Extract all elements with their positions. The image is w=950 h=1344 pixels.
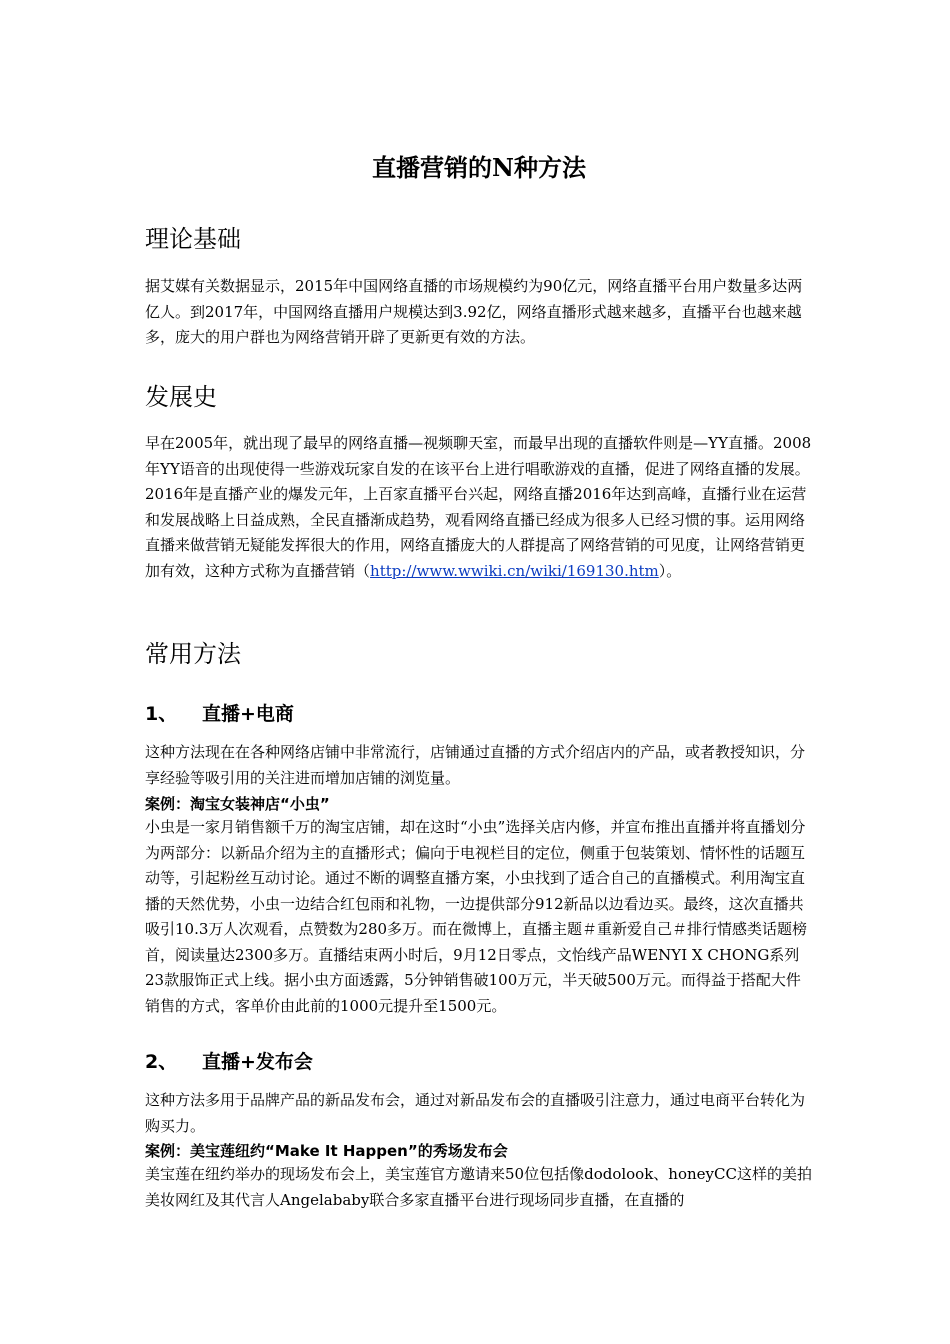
section-heading-methods: 常用方法 <box>145 640 241 668</box>
section-heading-theory: 理论基础 <box>145 225 241 253</box>
method-heading-2 <box>145 1048 313 1076</box>
theory-paragraph: 据艾媒有关数据显示，2015年中国网络直播的市场规模约为90亿元，网络直播平台用户数量多达两亿人。到2017年，中国网络直播用户规模达到3.92亿，网络直播形式越来越多，直播平台也越来越多，庞大的用户群也为网络营销开辟了更新更有效的方法。 <box>145 277 803 346</box>
document-title: 直播营销的N种方法 <box>372 153 586 182</box>
method-title: 直播+电商 <box>202 703 294 725</box>
source-link[interactable]: http://www.wwiki.cn/wiki/169130.htm <box>370 561 659 580</box>
history-text: 早在2005年，就出现了最早的网络直播—视频聊天室，而最早出现的直播软件则是—YY直播。2008年YY语音的出现使得一些游戏玩家自发的在该平台上进行唱歌游戏的直播，促进了网络直播的发展。2016年是直播产业的爆发元年，上百家直播平台兴起，网络直播2016年达到高峰，直播行业在运营和发展战略上日益成熟，全民直播渐成趋势，观看网络直播已经成为很多人已经习惯的事。运用网络直播来做营销无疑能发挥很大的作用，网络直播庞大的人群提高了网络营销的可见度，让网络营销更加有效，这种方式称为直播营销 <box>145 434 812 580</box>
method-1-case-text: 小虫是一家月销售额千万的淘宝店铺，却在这时“小虫”选择关店内修，并宣布推出直播并将直播划分为两部分：以新品介绍为主的直播形式；偏向于电视栏目的定位，侧重于包装策划、情怀性的话题互动等，引起粉丝互动讨论。通过不断的调整直播方案，小虫找到了适合自己的直播模式。利用淘宝直播的天然优势，小虫一边结合红包雨和礼物，一边提供部分912新品以边看边买。最终，这次直播共吸引10.3万人次观看，点赞数为280多万。而在微博上，直播主题＃重新爱自己＃排行情感类话题榜首，阅读量达2300多万。直播结束两小时后，9月12日零点，文怡线产品WENYI X CHONG系列23款服饰正式上线。据小虫方面透露，5分钟销售破100万元，半天破500万元。而得益于搭配大件销售的方式，客单价由此前的1000元提升至1500元。 <box>145 818 808 1015</box>
section-heading-history: 发展史 <box>145 383 217 411</box>
link-close-paren: ）。 <box>658 561 682 580</box>
method-number: 2、 <box>145 1051 178 1073</box>
method-heading-1 <box>145 700 294 728</box>
method-2-case-text: 美宝莲在纽约举办的现场发布会上，美宝莲官方邀请来50位包括像dodolook、honeyCC这样的美拍美妆网红及其代言人Angelababy联合多家直播平台进行现场同步直播，在直播的 <box>145 1165 812 1209</box>
link-open-paren: （ <box>355 561 371 580</box>
method-2-description: 这种方法多用于品牌产品的新品发布会，通过对新品发布会的直播吸引注意力，通过电商平台转化为购买力。 <box>145 1091 806 1135</box>
method-number: 1、 <box>145 703 178 725</box>
history-paragraph <box>145 431 813 584</box>
method-title: 直播+发布会 <box>202 1051 313 1073</box>
method-1-case-title: 案例：淘宝女装神店“小虫” <box>145 795 330 813</box>
method-1-description: 这种方法现在在各种网络店铺中非常流行，店铺通过直播的方式介绍店内的产品，或者教授知识，分享经验等吸引用的关注进而增加店铺的浏览量。 <box>145 743 806 787</box>
method-2-case-title: 案例：美宝莲纽约“Make It Happen”的秀场发布会 <box>145 1142 508 1160</box>
